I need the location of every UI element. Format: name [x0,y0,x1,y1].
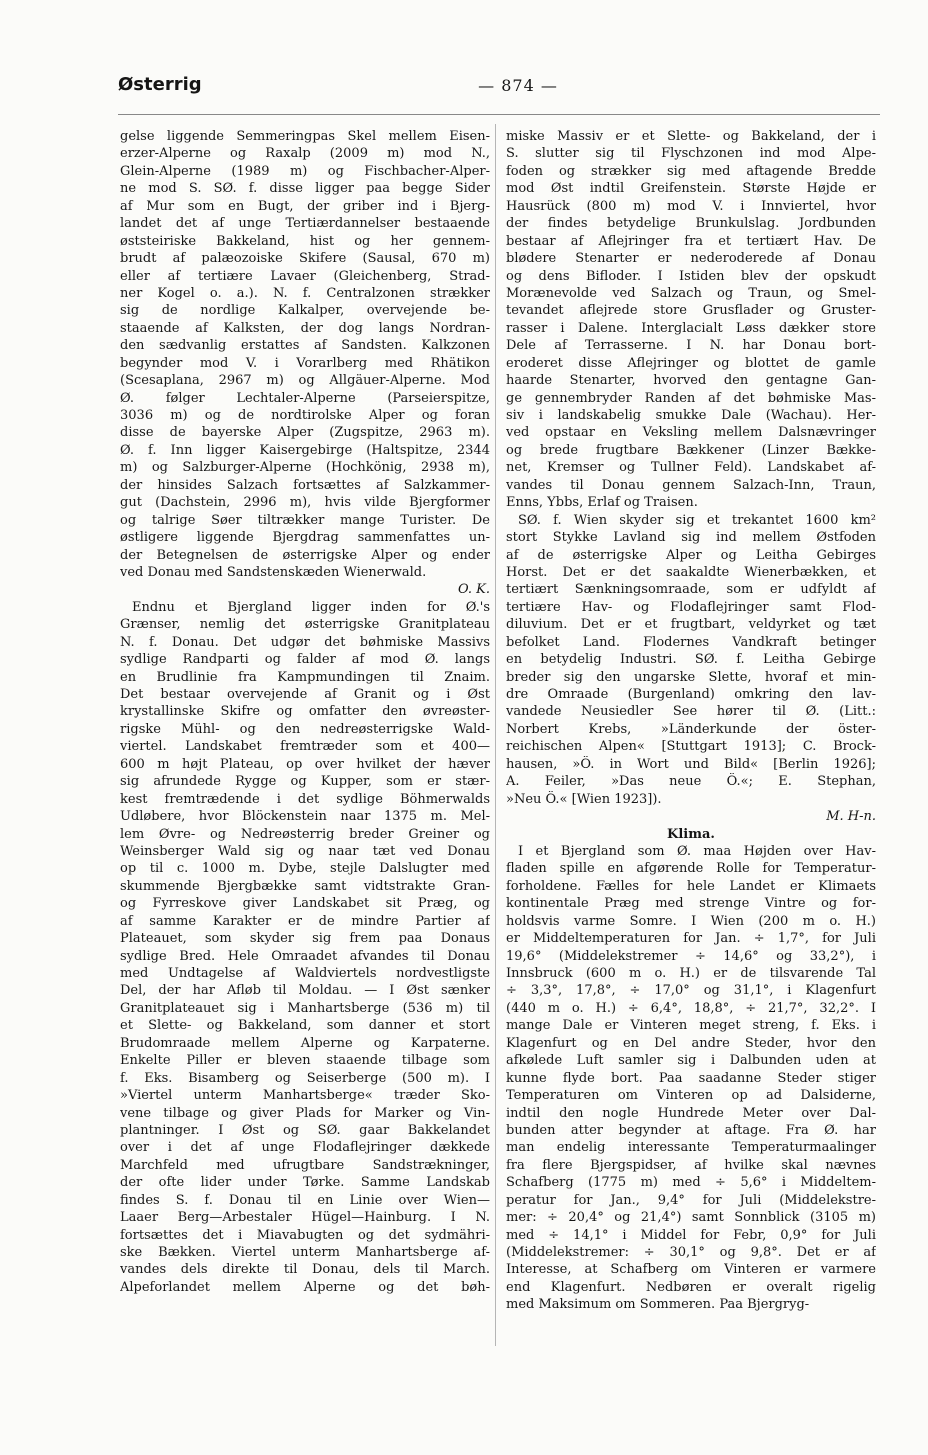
text-line: stort Stykke Lavland sig ind mellem Østfoden [506,530,876,546]
text-line: ske Bækken. Viertel unterm Manhartsberge af- [120,1245,490,1260]
text-line: brudt af palæozoiske Skifere (Sausal, 670 m) [120,251,490,267]
text-line: N. f. Donau. Det udgør det bøhmiske Massivs [120,634,490,650]
text-line: sydlige Randparti og falder af mod Ø. langs [120,652,490,668]
text-line: Schafberg (1775 m) med ÷ 5,6° i Middeltem- [506,1175,876,1191]
text-line: sig afrundede Rygge og Kupper, som er stær- [120,774,490,790]
text-line: østligere liggende Bjergdrag sammenfattes un- [120,530,490,546]
text-line: Enns, Ybbs, Erlaf og Traisen. [506,495,698,511]
text-line: Alpeforlandet mellem Alperne og det bøh- [120,1279,490,1295]
text-line: holdsvis varme Somre. I Wien (200 m o. H.) [506,913,876,929]
text-line: begynder mod V. i Vorarlberg med Rhätikon [120,355,490,371]
text-line: Del, der har Afløb til Moldau. — I Øst sænker [120,983,490,999]
text-line: Det bestaar overvejende af Granit og i Øst [120,687,490,702]
text-line: en betydelig Industri. SØ. f. Leitha Gebirge [506,652,876,668]
text-line: (Scesaplana, 2967 m) og Allgäuer-Alperne. Mod [120,373,490,389]
text-line: ne mod S. SØ. f. disse ligger paa begge Sider [120,181,490,197]
text-line: Morænevolde ved Salzach og Traun, og Smel- [506,285,876,301]
text-line: Ø. følger Lechtaler-Alperne (Parseierspitze, [120,390,490,406]
text-line: ved opstaar en Veksling mellem Dalsnævringer [506,425,876,441]
text-line: diluvium. Det er et frugtbart, veldyrket og tæt [506,617,876,633]
text-line: kest fremtrædende i det sydlige Böhmerwalds [120,791,490,807]
text-line: breder sig den ungarske Slette, hvoraf et min- [506,669,876,685]
text-line: gelse liggende Semmeringpas Skel mellem Eisen- [120,129,490,144]
text-line: Innsbruck (600 m o. H.) er de tilsvarende Tal [506,966,876,981]
text-line: Hausrück (800 m) mod V. i Innviertel, hvor [506,198,876,214]
text-line: rasser i Dalene. Interglacialt Løss dækker store [506,320,876,336]
text-line: øststeiriske Bakkeland, hist og her gennem- [120,233,490,249]
text-line: tertiære Hav- og Flodaflejringer samt Flod- [506,599,876,615]
text-line: f. Eks. Bisamberg og Seiserberge (500 m). I [120,1070,490,1086]
text-line: der Betegnelsen de østerrigske Alper og ender [120,547,490,563]
text-line: fra flere Bjergspidser, af hvilke skal nævnes [506,1157,876,1173]
page-header [118,74,878,102]
page-number: — 874 — [478,76,558,95]
text-line: findes S. f. Donau til en Linie over Wien— [120,1192,490,1208]
text-line: en Brudlinie fra Kampmundingen til Znaim. [120,669,490,685]
text-line: peratur for Jan., 9,4° for Juli (Middelekstre- [506,1192,876,1208]
text-line: foden og strækker sig med aftagende Bredde [506,163,876,179]
text-line: »Viertel unterm Manhartsberge« træder Sko- [120,1088,490,1104]
text-line: og dens Bifloder. I Istiden blev der opskudt [506,268,876,284]
text-line: bunden atter begynder at aftage. Fra Ø. har [506,1122,876,1138]
running-title: Østerrig [118,74,202,95]
text-line: bestaar af Aflejringer fra et tertiært Hav. De [506,233,876,249]
text-line: kunne flyde bort. Paa saadanne Steder stiger [506,1070,876,1086]
text-line: Ø. f. Inn ligger Kaisergebirge (Haltspitze, 2344 [120,442,490,458]
text-line: I et Bjergland som Ø. maa Højden over Hav- [518,843,876,859]
text-line: og Fyrreskove giver Landskabet sit Præg, og [120,896,490,912]
text-line: rigske Mühl- og den nedreøsterrigske Wald- [120,721,490,737]
text-line: »Neu Ö.« [Wien 1923]). [506,791,662,807]
text-line: erzer-Alperne og Raxalp (2009 m) mod N., [120,146,490,162]
text-line: 19,6° (Middelekstremer ÷ 14,6° og 33,2°), i [506,948,876,964]
text-line: end Klagenfurt. Nedbøren er overalt rigelig [506,1279,876,1295]
text-line: vene tilbage og giver Plads for Marker og Vin- [120,1105,490,1121]
text-line: viertel. Landskabet fremtræder som et 400— [120,739,490,755]
text-line: miske Massiv er et Slette- og Bakkeland, der i [506,129,876,144]
text-line: sydlige Bred. Hele Omraadet afvandes til Donau [120,948,490,964]
text-line: et Slette- og Bakkeland, som danner et stort [120,1018,490,1034]
text-line: vandes dels direkte til Donau, dels til March. [120,1262,490,1278]
text-line: og talrige Søer tiltrækker mange Turister. De [120,512,490,528]
text-line: vandes til Donau gennem Salzach-Inn, Traun, [506,477,876,493]
text-line: indtil den nogle Hundrede Meter over Dal- [506,1105,876,1121]
text-line: mer: ÷ 20,4° og 21,4°) samt Sonnblick (3105 m) [506,1210,876,1226]
text-line: ved Donau med Sandstenskæden Wienerwald. [120,564,427,580]
text-line: tertiært Sænkningsomraade, som er udfyldt af [506,582,876,598]
text-line: ner Kogel o. a.). N. f. Centralzonen strækker [120,285,490,301]
text-line: og brede frugtbare Bækkener (Linzer Bække- [506,442,876,458]
text-line: Brudomraade mellem Alperne og Karpaterne. [120,1035,490,1051]
text-line: M. H-n. [826,809,876,825]
text-line: Interesse, at Schafberg om Vinteren er varmere [506,1262,876,1278]
text-line: med Maksimum om Sommeren. Paa Bjergryg- [506,1297,810,1313]
text-line: Glein-Alperne (1989 m) og Fischbacher-Alper- [120,163,490,179]
text-line: mod Øst indtil Greifenstein. Største Højde er [506,181,876,197]
text-line: af de østerrigske Alper og Leitha Gebirges [506,547,876,563]
text-line: tevandet aflejrede store Grusflader og Gruster- [506,303,876,319]
text-line: Marchfeld med ufrugtbare Sandstrækninger, [120,1157,490,1173]
text-line: eroderet disse Aflejringer og blottet de gamle [506,355,876,371]
text-line: SØ. f. Wien skyder sig et trekantet 1600 km² [518,512,876,528]
column-divider [495,124,496,1346]
text-line: siv i landskabelig smukke Dale (Wachau). Her- [506,408,876,423]
text-line: blødere Stenarter er nederoderede af Donau [506,251,876,267]
text-line: 3036 m) og de nordtirolske Alper og foran [120,408,490,423]
text-line: skummende Bjergbække samt vidtstrakte Gran- [120,878,490,894]
left-column [120,128,490,1296]
text-line: A. Feiler, »Das neue Ö.«; E. Stephan, [506,774,876,790]
text-line: gut (Dachstein, 2996 m), hvis vilde Bjergformer [120,495,490,511]
text-line: af Mur som en Bugt, der griber ind i Bjerg- [120,198,490,214]
text-line: Klima. [667,826,715,842]
text-line: Grænser, nemlig det østerrigske Granitplateau [120,617,490,633]
text-line: over i det af unge Flodaflejringer dækkede [120,1140,490,1156]
text-line: (440 m o. H.) ÷ 6,4°, 18,8°, ÷ 21,7°, 32,2°. I [506,1000,876,1016]
text-line: Plateauet, som skyder sig frem paa Donaus [120,931,490,947]
text-line: Dele af Terrasserne. I N. har Donau bort- [506,338,876,354]
text-line: 600 m højt Plateau, op over hvilket der hæver [120,756,490,772]
text-line: net, Kremser og Tullner Feld). Landskabet af- [506,460,876,476]
text-line: Weinsberger Wald sig og naar tæt ved Donau [120,843,490,859]
text-line: Laaer Berg—Arbestaler Hügel—Hainburg. I N. [120,1210,490,1226]
text-line: Temperaturen om Vinteren op ad Dalsiderne, [506,1088,876,1104]
text-line: ge gennembryder Randen af det bøhmiske Mas- [506,390,876,406]
text-line: O. K. [457,582,490,598]
text-line: er Middeltemperaturen for Jan. ÷ 1,7°, for Juli [506,931,876,947]
text-line: landet det af unge Tertiærdannelser bestaaende [120,216,490,232]
text-line: forholdene. Fælles for hele Landet er Klimaets [506,878,876,894]
text-line: den sædvanlig erstattes af Sandsten. Kalkzonen [120,338,490,354]
text-line: ÷ 3,3°, 17,8°, ÷ 17,0° og 31,1°, i Klagenfurt [506,983,876,999]
text-line: med Undtagelse af Waldviertels nordvestligste [120,966,490,981]
text-line: Norbert Krebs, »Länderkunde der öster- [506,721,876,737]
text-line: haarde Stenarter, hvorved den gentagne Gan- [506,373,876,389]
text-line: staaende af Kalksten, der dog langs Nordran- [120,320,490,336]
text-line: vandede Neusiedler See hører til Ø. (Litt.: [506,704,876,720]
text-line: reichischen Alpen« [Stuttgart 1913]; C. Brock- [506,739,876,755]
text-line: fortsættes det i Miavabugten og det sydmähri- [120,1227,490,1243]
text-line: Horst. Det er det saakaldte Wienerbækken, et [506,564,876,580]
text-line: fladen spille en afgørende Rolle for Temperatur- [506,861,876,877]
text-line: Klagenfurt og en Del andre Steder, hvor den [506,1035,876,1051]
text-line: Granitplateauet sig i Manhartsberge (536 m) til [120,1000,490,1016]
text-line: man endelig interessante Temperaturmaalinger [506,1140,876,1156]
text-line: hausen, »Ö. in Wort und Bild« [Berlin 1926]; [506,756,876,772]
text-line: befolket Land. Flodernes Vandkraft betinger [506,634,876,650]
text-line: Enkelte Piller er bleven staaende tilbage som [120,1053,490,1069]
text-line: op til c. 1000 m. Dybe, stejle Dalslugter med [120,861,490,877]
header-rule [118,114,880,115]
text-line: afkølede Luft samler sig i Dalbunden uden at [506,1053,876,1069]
text-line: der ofte lider under Tørke. Samme Landskab [120,1175,490,1191]
text-line: der findes betydelige Brunkulslag. Jordbunden [506,216,876,232]
text-line: plantninger. I Øst og SØ. gaar Bakkelandet [120,1122,490,1138]
text-line: kontinentale Præg med strenge Vintre og for- [506,896,876,912]
text-line: S. slutter sig til Flyschzonen ind mod Alpe- [506,146,876,162]
text-line: med ÷ 14,1° i Middel for Febr, 0,9° for Juli [506,1227,876,1243]
text-line: eller af tertiære Lavaer (Gleichenberg, Strad- [120,268,490,284]
text-line: krystallinske Skifre og omfatter den øvreøster- [120,704,490,720]
text-line: sig de nordlige Kalkalper, overvejende be- [120,303,490,319]
right-column [506,128,876,1314]
text-line: disse de bayerske Alper (Zugspitze, 2963 m). [120,425,490,441]
text-line: dre Omraade (Burgenland) omkring den lav- [506,687,876,702]
text-line: m) og Salzburger-Alperne (Hochkönig, 2938 m), [120,460,490,476]
text-line: af samme Karakter er de mindre Partier af [120,913,490,929]
text-line: der hinsides Salzach fortsættes af Salzkammer- [120,477,490,493]
text-line: Endnu et Bjergland ligger inden for Ø.'s [132,599,490,615]
text-line: Udløbere, hvor Blöckenstein naar 1375 m. Mel- [120,809,490,825]
text-line: mange Dale er Vinteren meget streng, f. Eks. i [506,1018,876,1034]
text-line: lem Øvre- og Nedreøsterrig breder Greiner og [120,826,490,842]
text-line: (Middelekstremer: ÷ 30,1° og 9,8°. Det er af [506,1245,876,1260]
